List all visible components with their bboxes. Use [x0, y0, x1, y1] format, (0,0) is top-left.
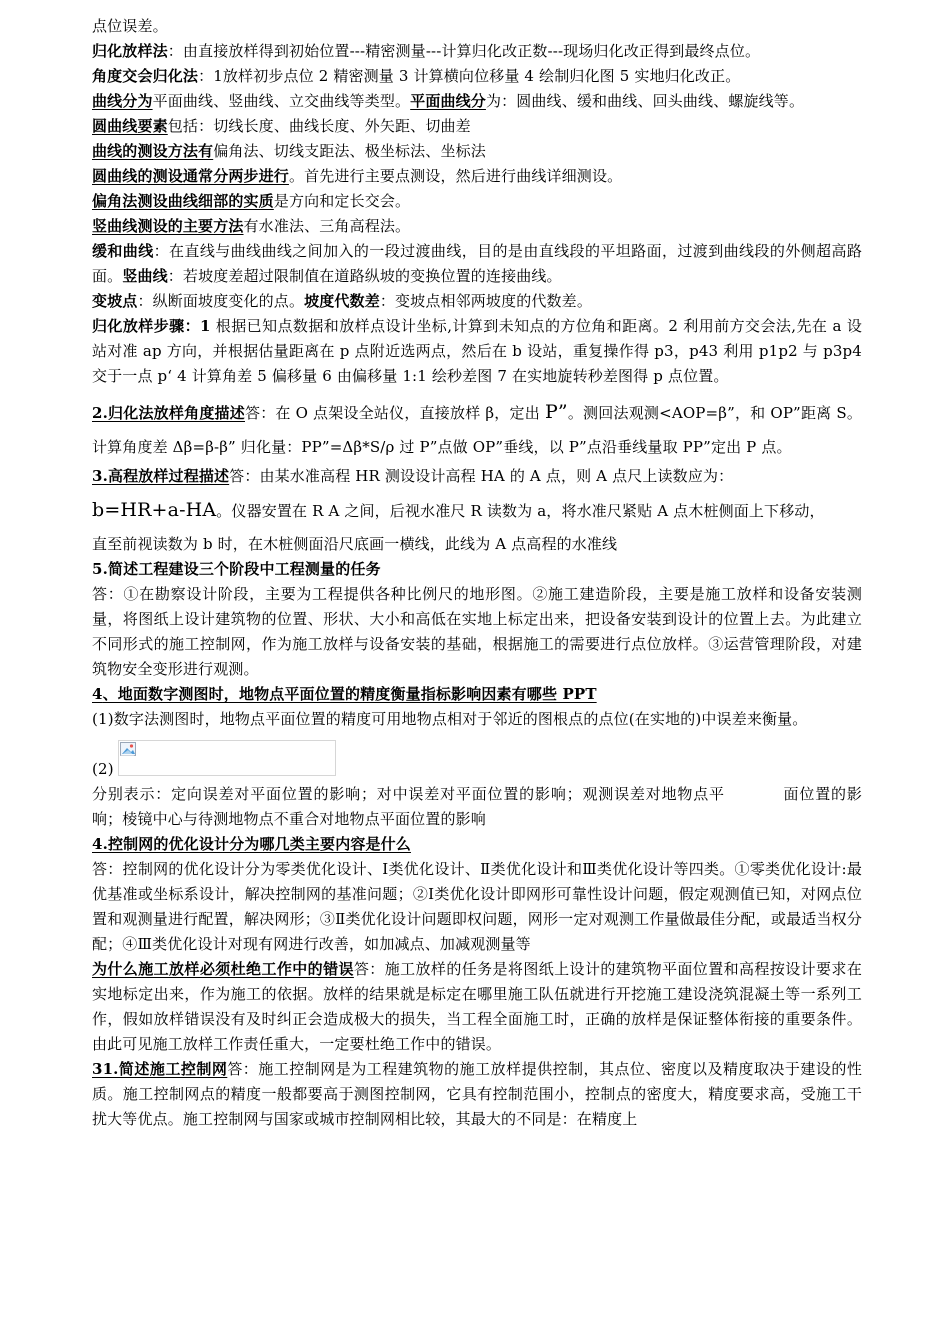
- heading-avoid-errors: 为什么施工放样必须杜绝工作中的错误: [92, 960, 354, 978]
- paragraph-two-steps: 圆曲线的测设通常分两步进行。首先进行主要点测设，然后进行曲线详细测设。: [92, 167, 623, 185]
- paragraph-circular-elements: 圆曲线要素包括：切线长度、曲线长度、外矢距、切曲差: [92, 117, 471, 135]
- heading-network-optimization: 4.控制网的优化设计分为哪几类主要内容是什么: [92, 835, 411, 853]
- paragraph-network-optimization-answer: 答：控制网的优化设计分为零类优化设计、Ⅰ类优化设计、Ⅱ类优化设计和Ⅲ类优化设计等四类。①零类优化设计:最优基准或坐标系设计，解决控制网的基准问题；②Ⅰ类优化设计即网形可靠性设计问题，假定观测值已知，对网点位置和观测量进行配置，解决网形；③Ⅱ类优化设计问题即权问题，网形一定对观测工作量做最佳分配，或最适当权分配；④Ⅲ类优化设计对现有网进行改善，如加减点、加减观测量等: [92, 860, 862, 953]
- paragraph-setout-methods: 曲线的测设方法有偏角法、切线支距法、极坐标法、坐标法: [92, 142, 486, 160]
- term-setout-methods: 曲线的测设方法有: [92, 142, 214, 160]
- term-curve-types: 曲线分为: [92, 92, 153, 110]
- paragraph-point-error: 点位误差。: [92, 17, 168, 35]
- heading-angle-reduction: 2.归化法放样角度描述: [92, 404, 245, 422]
- heading-elevation-setout: 3.高程放样过程描述: [92, 467, 230, 485]
- term-vertical-curve-methods: 竖曲线测设的主要方法: [92, 217, 244, 235]
- heading-digital-mapping: 4、地面数字测图时，地物点平面位置的精度衡量指标影响因素有哪些 PPT: [92, 685, 597, 703]
- term-angle-intersection: 角度交会归化法: [92, 67, 199, 85]
- paragraph-grade-change: 变坡点：纵断面坡度变化的点。坡度代数差：变坡点相邻两坡度的代数差。: [92, 292, 592, 310]
- term-circular-elements: 圆曲线要素: [92, 117, 168, 135]
- paragraph-angle-intersection: 角度交会归化法：1放样初步点位 2 精密测量 3 计算横向位移量 4 绘制归化图 5 实地归化改正。: [92, 67, 741, 85]
- paragraph-digital-mapping-1: (1)数字法测图时，地物点平面位置的精度可用地物点相对于邻近的图根点的点位(在实地的)中误差来衡量。: [92, 710, 808, 728]
- paragraph-construction-control: 31.简述施工控制网答：施工控制网是为工程建筑物的施工放样提供控制，其点位、密度以及精度取决于建设的性质。施工控制网点的精度一般都要高于测图控制网，它具有控制范围小，控制点的密度大，精度要求高，受施工干扰大等优点。施工控制网与国家或城市控制网相比较，其最大的不同是：在精度上: [92, 1060, 862, 1128]
- paragraph-curve-types: 曲线分为平面曲线、竖曲线、立交曲线等类型。平面曲线分为：圆曲线、缓和曲线、回头曲线、螺旋线等。: [92, 92, 805, 110]
- formula-reading: b=HR+a-HA: [92, 499, 217, 521]
- paragraph-angle-reduction-description: 2.归化法放样角度描述答：在 O 点架设全站仪，直接放样 β，定出 P”。测回法观测<AOP=β”，和 OP”距离 S。计算角度差 Δβ=β-β” 归化量：PP”=Δβ*S/ρ 过 P”点做 OP”垂线，以 P”点沿垂线量取 PP”定出 P 点。: [92, 401, 863, 456]
- term-vertical-curve: 竖曲线: [122, 267, 168, 285]
- paragraph-elevation-line: 直至前视读数为 b 时，在木桩侧面沿尺底画一横线，此线为 A 点高程的水准线: [92, 535, 618, 553]
- term-reduction-steps: 归化放样步骤：1: [92, 317, 211, 335]
- paragraph-reduction-steps: 归化放样步骤：1 根据已知点数据和放样点设计坐标,计算到未知点的方位角和距离。2 利用前方交会法,先在 a 设站对准 ap 方向，并根据估量距离在 p 点附近选两点，然后在 b 设站，重复操作得 p3，p43 利用 p1p2 与 p3p4 交于一点 p‘ 4 计算角差 5 偏移量 6 由偏移量 1:1 绘秒差图 7 在实地旋转秒差图得 p 点位置。: [92, 317, 862, 385]
- paragraph-deflection-angle: 偏角法测设曲线细部的实质是方向和定长交会。: [92, 192, 411, 210]
- paragraph-elevation-setout: 3.高程放样过程描述答：由某水准高程 HR 测设设计高程 HA 的 A 点，则 A 点尺上读数应为：: [92, 467, 734, 485]
- paragraph-three-stages-answer: 答：①在勘察设计阶段，主要为工程提供各种比例尺的地形图。②施工建造阶段，主要是施工放样和设备安装测量，将图纸上设计建筑物的位置、形状、大小和高低在实地上标定出来，把设备安装到设计的位置上去。为此建立不同形式的施工控制网，作为施工放样与设备安装的基础，根据施工的需要进行点位放样。③运营管理阶段，对建筑物安全变形进行观测。: [92, 585, 862, 678]
- paragraph-error-sources: 分别表示：定向误差对平面位置的影响；对中误差对平面位置的影响；观测误差对地物点平 面位置的影响；棱镜中心与待测地物点不重合对地物点平面位置的影响: [92, 785, 862, 828]
- broken-image-icon: [120, 742, 138, 758]
- term-plane-curve: 平面曲线分: [410, 92, 486, 110]
- paragraph-transition-curve: 缓和曲线：在直线与曲线曲线之间加入的一段过渡曲线，目的是由直线段的平坦路面，过渡到曲线段的外侧超高路面。竖曲线：若坡度差超过限制值在道路纵坡的变换位置的连接曲线。: [92, 242, 862, 285]
- paragraph-digital-mapping-2: (2): [92, 732, 862, 782]
- paragraph-avoid-errors: 为什么施工放样必须杜绝工作中的错误答：施工放样的任务是将图纸上设计的建筑物平面位置和高程按设计要求在实地标定出来，作为施工的依据。放样的结果就是标定在哪里施工队伍就进行开挖施工建设浇筑混凝土等一系列工作，假如放样错误没有及时纠正会造成极大的损失，当工程全面施工时，正确的放样是保证整体衔接的重要条件。由此可见施工放样工作责任重大，一定要杜绝工作中的错误。: [92, 960, 862, 1053]
- heading-three-stages: 5.简述工程建设三个阶段中工程测量的任务: [92, 560, 381, 578]
- paragraph-vertical-curve-methods: 竖曲线测设的主要方法有水准法、三角高程法。: [92, 217, 411, 235]
- term-transition-curve: 缓和曲线: [92, 242, 154, 260]
- term-two-steps: 圆曲线的测设通常分两步进行: [92, 167, 289, 185]
- heading-construction-control: 31.简述施工控制网: [92, 1060, 228, 1078]
- term-deflection-angle: 偏角法测设曲线细部的实质: [92, 192, 274, 210]
- term-reduction-method: 归化放样法: [92, 42, 168, 60]
- paragraph-reduction-method: 归化放样法：由直接放样得到初始位置---精密测量---计算归化改正数---现场归化改正得到最终点位。: [92, 42, 761, 60]
- term-grade-difference: 坡度代数差: [304, 292, 380, 310]
- document-page: [92, 14, 862, 1132]
- paragraph-elevation-formula: b=HR+a-HA。仪器安置在 R A 之间，后视水准尺 R 读数为 a，将水准尺紧贴 A 点木桩侧面上下移动，: [92, 499, 825, 521]
- formula-image-placeholder: [118, 740, 336, 776]
- term-grade-change-point: 变坡点: [92, 292, 138, 310]
